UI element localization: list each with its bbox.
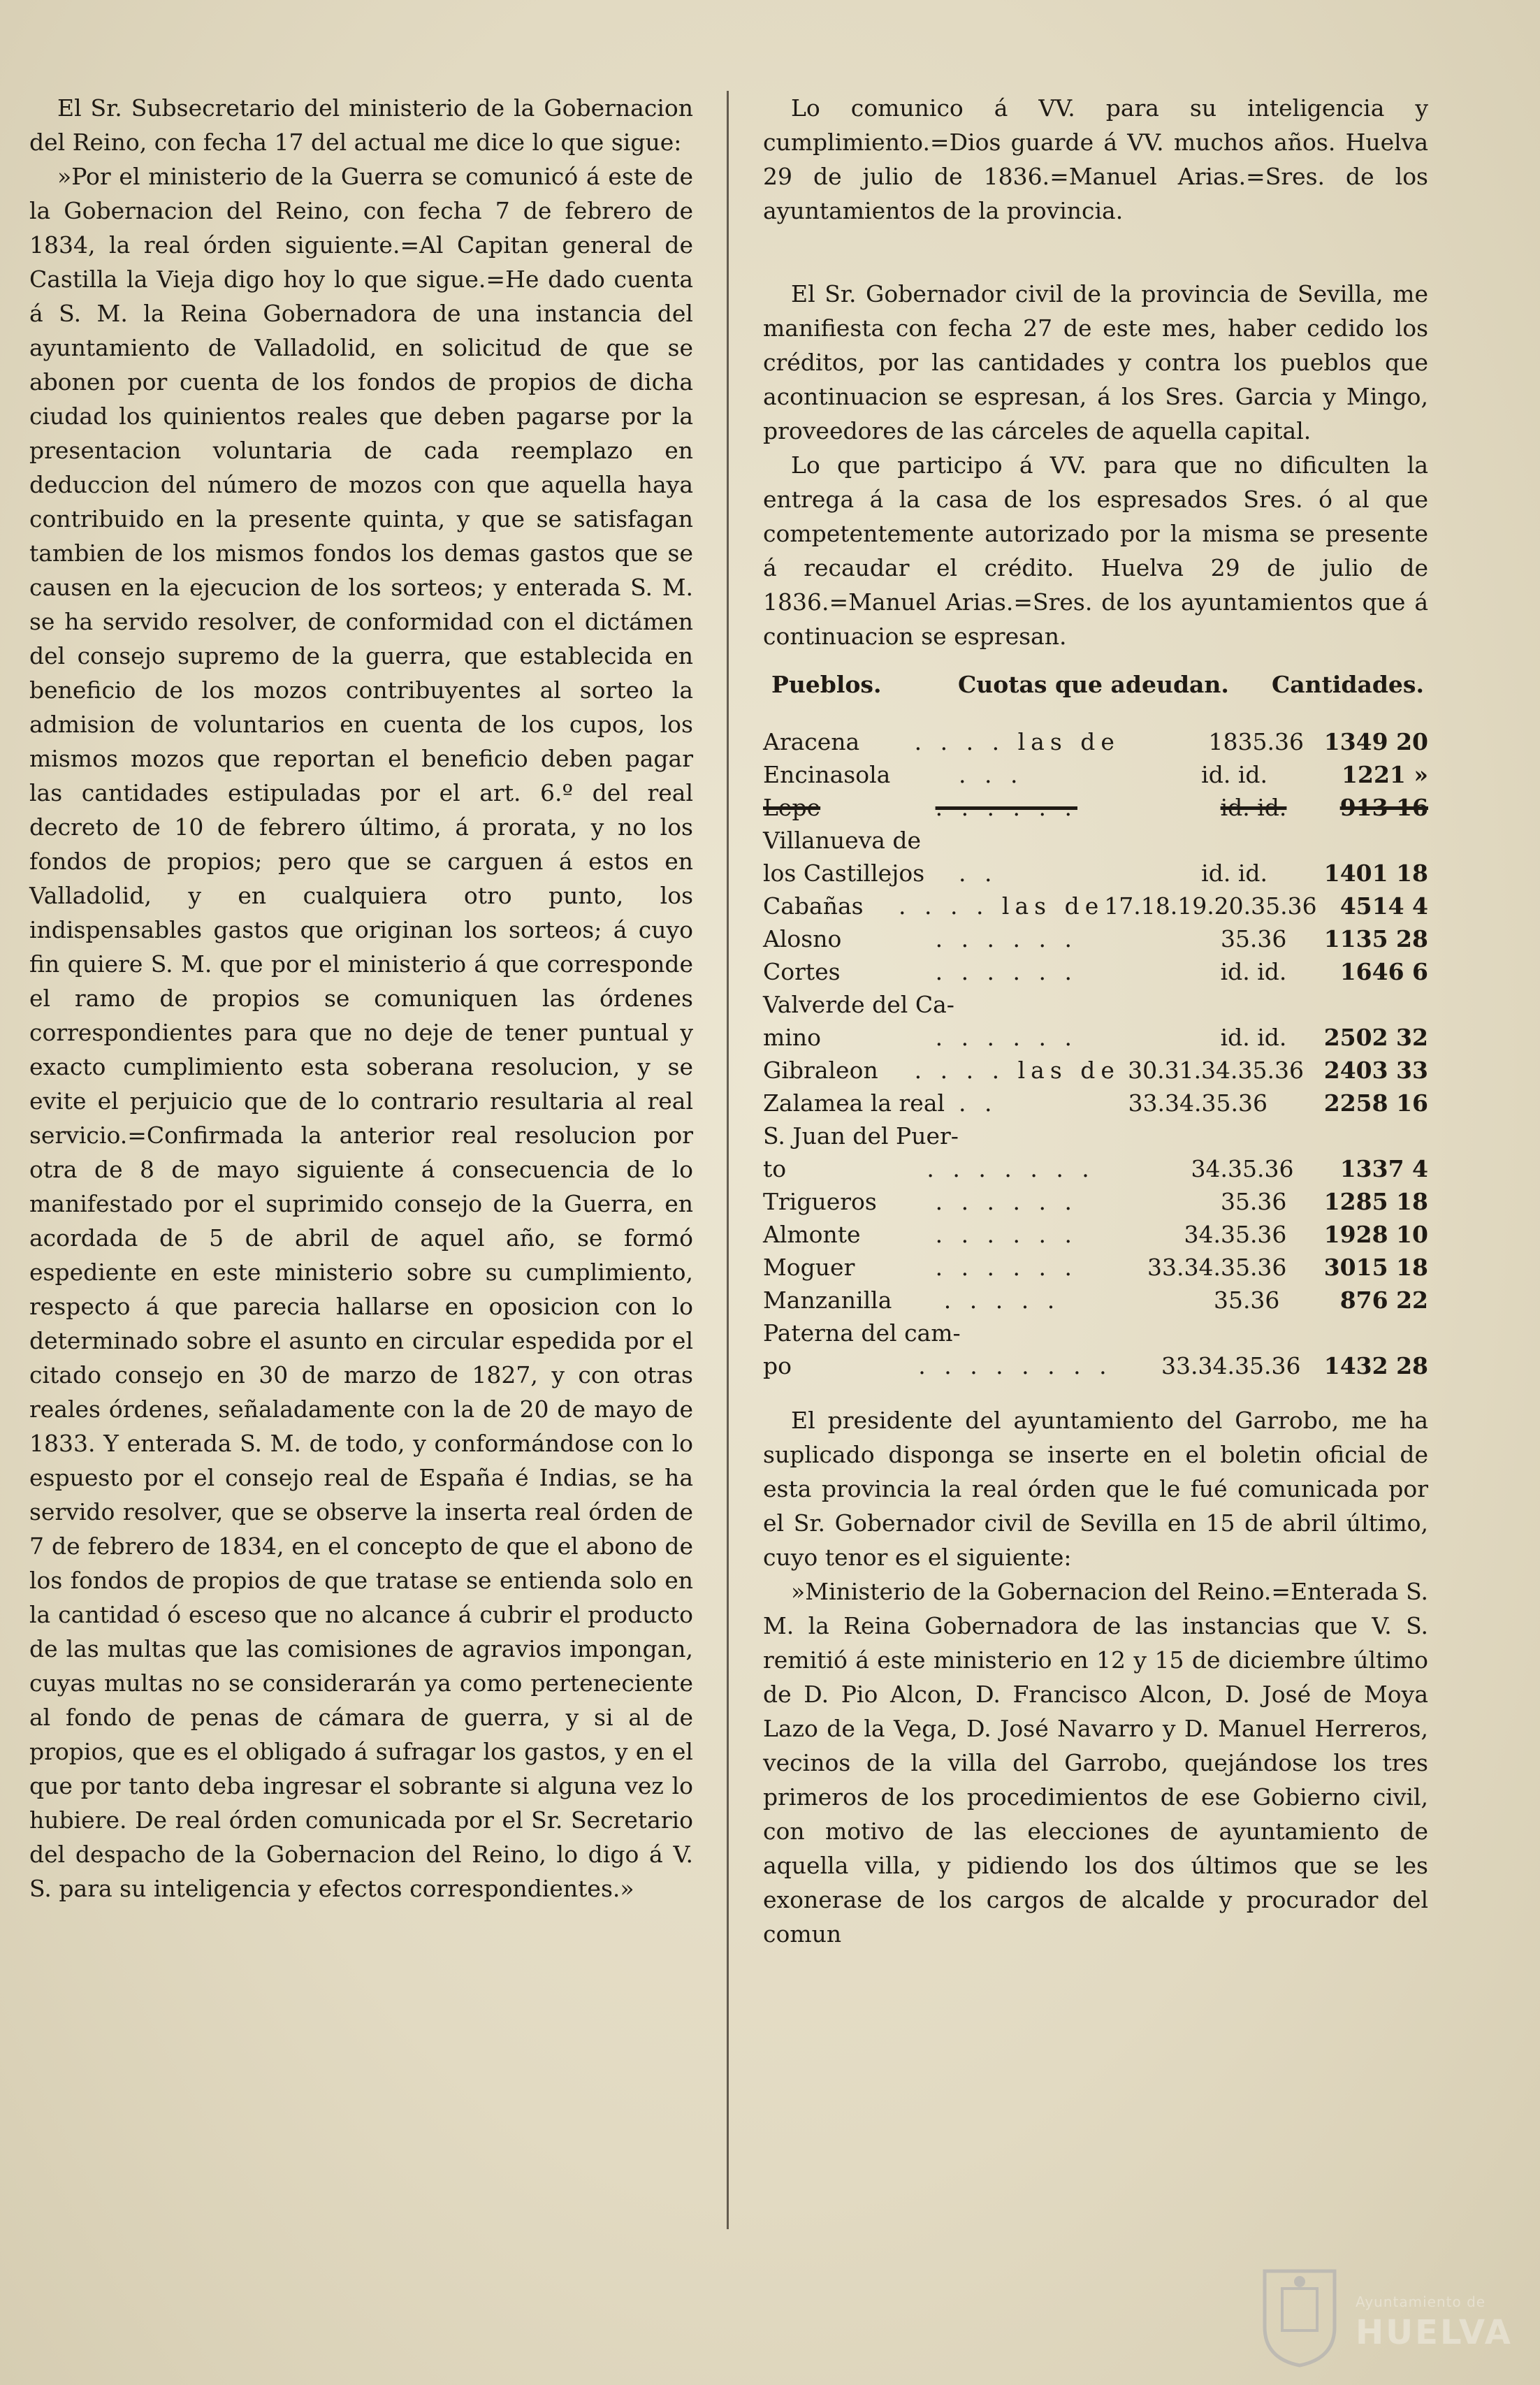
cell-amount: 1349 20 bbox=[1323, 728, 1428, 755]
cell-amount: 1646 6 bbox=[1339, 958, 1428, 985]
cell-dues: id. id. bbox=[1220, 794, 1287, 821]
cell-leader-dots: . . . . . . bbox=[935, 1024, 1077, 1051]
right-paragraph-2: El Sr. Gobernador civil de la provincia de Sevilla, me manifiesta con fecha 27 de este mes, haber cedido los créditos, por las cantidades y contra los pueblos que acontinuacion se espresan, á los Sres. Garcia y Mingo, proveedores de las cárceles de aquella capital. bbox=[763, 280, 1428, 444]
watermark-line-1: Ayuntamiento de bbox=[1356, 2293, 1486, 2310]
cell-dues: 33.34.35.36 bbox=[1128, 1089, 1267, 1117]
table-row bbox=[763, 890, 1428, 922]
cell-leader-dots: . . . . . . bbox=[935, 925, 1077, 952]
cell-leader-dots: . . . . las de bbox=[899, 892, 1105, 920]
cell-dues: 34.35.36 bbox=[1191, 1155, 1294, 1182]
header-dues: Cuotas que adeudan. bbox=[958, 671, 1229, 698]
cell-leader-dots: . . . . . . bbox=[935, 1188, 1077, 1215]
cell-dues: 33.34.35.36 bbox=[1147, 1254, 1287, 1281]
cell-leader-dots: . . . . las de bbox=[914, 728, 1120, 755]
cell-amount: 2502 32 bbox=[1323, 1024, 1428, 1051]
cell-town: Gibraleon bbox=[763, 1057, 878, 1084]
cell-town: Trigueros bbox=[763, 1188, 877, 1215]
cell-amount: 1337 4 bbox=[1339, 1155, 1429, 1182]
right-paragraph-3: Lo que participo á VV. para que no dificulten la entrega á la casa de los espresados Sres. ó al que competentemente autorizado por la misma se presente á recaudar el crédito. Huelva 29 de julio de 1836.=Manuel Arias.=Sres. de los ayuntamientos que á continuacion se espresan. bbox=[763, 451, 1428, 650]
table-row bbox=[763, 1218, 1428, 1251]
cell-town: Zalamea la real bbox=[763, 1089, 945, 1117]
table-row bbox=[763, 955, 1428, 988]
table-row bbox=[763, 1087, 1428, 1119]
cell-town: Almonte bbox=[763, 1221, 861, 1248]
cell-town: Alosno bbox=[763, 925, 842, 952]
cell-amount: 1928 10 bbox=[1323, 1221, 1428, 1248]
cell-dues: 33.34.35.36 bbox=[1161, 1352, 1301, 1379]
cell-amount: 3015 18 bbox=[1323, 1254, 1428, 1281]
cell-amount: 1401 18 bbox=[1323, 860, 1428, 887]
right-paragraph-4: El presidente del ayuntamiento del Garrobo, me ha suplicado disponga se inserte en el boletin oficial de esta provincia la real órden que le fué comunicada por el Sr. Gobernador civil de Sevilla en 15 de abril último, cuyo tenor es el siguiente: bbox=[763, 1407, 1428, 1571]
cell-amount: 2403 33 bbox=[1323, 1057, 1428, 1084]
cell-dues: 35.36 bbox=[1213, 1286, 1280, 1314]
cell-amount: 2258 16 bbox=[1323, 1089, 1428, 1117]
table-row bbox=[763, 824, 1428, 857]
cell-leader-dots: . . . . . . bbox=[935, 958, 1077, 985]
cell-amount: 913 16 bbox=[1339, 794, 1428, 821]
cell-amount: 1221 » bbox=[1342, 761, 1428, 788]
cell-town: S. Juan del Puer- bbox=[763, 1122, 959, 1150]
table-row bbox=[763, 1021, 1428, 1054]
table-row bbox=[763, 1317, 1428, 1349]
watermark-line-2: HUELVA bbox=[1356, 2313, 1513, 2352]
left-paragraph-2: »Por el ministerio de la Guerra se comunicó á este de la Gobernacion del Reino, con fecha 7 de febrero de 1834, la real órden siguiente.=Al Capitan general de Castilla la Vieja digo hoy lo que sigue.=He dado cuenta á S. M. la Reina Gobernadora de una instancia del ayuntamiento de Valladolid, en solicitud de que se abonen por cuenta de los fondos de propios de dicha ciudad los quinientos reales que deben pagarse por la presentacion voluntaria de cada reemplazo en deduccion del número de mozos con que aquella haya contribuido en la presente quinta, y que se satisfagan tambien de los mismos fondos los demas gastos que se causen en la ejecucion de los sorteos; y enterada S. M. se ha servido resolver, de conformidad con el dictámen del consejo supremo de la guerra, que establecida en beneficio de los mozos contribuyentes al sorteo la admision de voluntarios en cuenta de los cupos, los mismos mozos que reportan el beneficio deben pagar las cantidades estipuladas por el art. 6.º del real decreto de 10 de febrero último, á prorata, y no los fondos de propios; pero que se carguen á estos en Valladolid, y en cualquiera otro punto, los indispensables gastos que originan los sorteos; á cuyo fin quiere S. M. que por el ministerio á que corresponde el ramo de propios se comuniquen las órdenes correspondientes para que no deje de tener puntual y exacto cumplimiento esta soberana resolucion, y se evite el perjuicio que de lo contrario resultaria al real servicio.=Confirmada la anterior real resolucion por otra de 8 de mayo siguiente á consecuencia de lo manifestado por el suprimido consejo de la Guerra, en acordada de 5 de abril de aquel año, se formó espediente en este ministerio sobre su cumplimiento, respecto á que parecia hallarse en oposicion con lo determinado sobre el asunto en circular espedida por el citado consejo en 30 de marzo de 1827, y con otras reales órdenes, señaladamente con la de 20 de mayo de 1833. Y enterada S. M. de todo, y conformándose con lo espuesto por el consejo real de España é Indias, se ha servido resolver, que se observe la inserta real órden de 7 de febrero de 1834, en el concepto de que el abono de los fondos de propios de que tratase se entienda solo en la cantidad ó esceso que no alcance á cubrir el producto de las multas que las comisiones de agravios impongan, cuyas multas no se considerarán ya como perteneciente al fondo de penas de cámara de guerra, y si al de propios, que es el obligado á sufragar los gastos, y en el que por tanto deba ingresar el sobrante si alguna vez lo hubiere. De real órden comunicada por el Sr. Secretario del despacho de la Gobernacion del Reino, lo digo á V. S. para su inteligencia y efectos correspondientes.» bbox=[29, 163, 693, 1902]
cell-town: Aracena bbox=[763, 728, 860, 755]
cell-dues: id. id. bbox=[1201, 860, 1267, 887]
table-row bbox=[763, 1251, 1428, 1284]
coat-of-arms-icon bbox=[1258, 2264, 1342, 2369]
cell-amount: 4514 4 bbox=[1339, 892, 1428, 920]
right-paragraph-1: Lo comunico á VV. para su inteligencia y cumplimiento.=Dios guarde á VV. muchos años. Huelva 29 de julio de 1836.=Manuel Arias.=Sres. de los ayuntamientos de la provincia. bbox=[763, 94, 1428, 224]
table-row bbox=[763, 791, 1428, 824]
header-towns: Pueblos. bbox=[771, 671, 882, 698]
cell-leader-dots: . . . . . bbox=[943, 1286, 1061, 1314]
table-row bbox=[763, 922, 1428, 955]
cell-dues: id. id. bbox=[1220, 1024, 1287, 1051]
cell-town: po bbox=[763, 1352, 792, 1379]
left-paragraph-1: El Sr. Subsecretario del ministerio de la Gobernacion del Reino, con fecha 17 del actual me dice lo que sigue: bbox=[29, 94, 693, 156]
cell-town: Cortes bbox=[763, 958, 841, 985]
header-amounts: Cantidades. bbox=[1271, 671, 1424, 698]
cell-leader-dots: . . bbox=[959, 1089, 998, 1117]
cell-amount: 1135 28 bbox=[1323, 925, 1428, 952]
cell-dues: 35.36 bbox=[1220, 925, 1287, 952]
table-row bbox=[763, 857, 1428, 890]
table-row bbox=[763, 1152, 1428, 1185]
cell-town: Valverde del Ca- bbox=[763, 991, 954, 1018]
credits-table-header bbox=[763, 667, 1428, 702]
credits-table bbox=[763, 725, 1428, 1382]
table-row bbox=[763, 725, 1428, 758]
cell-town: Lepe bbox=[763, 794, 821, 821]
cell-leader-dots: . . . . . . . . bbox=[918, 1352, 1112, 1379]
cell-leader-dots: . . . . las de bbox=[914, 1057, 1120, 1084]
ayuntamiento-huelva-watermark bbox=[1258, 2264, 1523, 2369]
cell-town: Paterna del cam- bbox=[763, 1319, 961, 1347]
cell-amount: 1432 28 bbox=[1323, 1352, 1428, 1379]
right-column bbox=[763, 91, 1428, 1951]
cell-town: Moguer bbox=[763, 1254, 855, 1281]
left-column bbox=[29, 91, 693, 1906]
cell-dues: 17.18.19.20.35.36 bbox=[1104, 892, 1317, 920]
cell-amount: 876 22 bbox=[1339, 1286, 1428, 1314]
table-row bbox=[763, 758, 1428, 791]
cell-amount: 1285 18 bbox=[1323, 1188, 1428, 1215]
table-row bbox=[763, 1284, 1428, 1317]
cell-leader-dots: . . bbox=[959, 860, 998, 887]
cell-town: to bbox=[763, 1155, 787, 1182]
cell-town: los Castillejos bbox=[763, 860, 925, 887]
cell-leader-dots: . . . bbox=[959, 761, 1024, 788]
cell-dues: 1835.36 bbox=[1208, 728, 1305, 755]
cell-dues: 34.35.36 bbox=[1184, 1221, 1287, 1248]
cell-dues: 35.36 bbox=[1220, 1188, 1287, 1215]
cell-dues: 30.31.34.35.36 bbox=[1128, 1057, 1305, 1084]
table-row bbox=[763, 1185, 1428, 1218]
cell-leader-dots: . . . . . . bbox=[935, 1254, 1077, 1281]
column-divider bbox=[727, 91, 729, 2229]
cell-town: Manzanilla bbox=[763, 1286, 892, 1314]
cell-town: Cabañas bbox=[763, 892, 864, 920]
table-row bbox=[763, 1054, 1428, 1087]
cell-town: mino bbox=[763, 1024, 821, 1051]
cell-town: Villanueva de bbox=[763, 827, 922, 854]
cell-dues: id. id. bbox=[1201, 761, 1267, 788]
cell-leader-dots: . . . . . . bbox=[935, 794, 1077, 821]
right-paragraph-5: »Ministerio de la Gobernacion del Reino.=Enterada S. M. la Reina Gobernadora de las instancias que V. S. remitió á este ministerio en 12 y 15 de diciembre último de D. Pio Alcon, D. Francisco Alcon, D. José de Moya Lazo de la Vega, D. José Navarro y D. Manuel Herreros, vecinos de la villa del Garrobo, quejándose los tres primeros de los procedimientos de ese Gobierno civil, con motivo de las elecciones de ayuntamiento de aquella villa, y pidiendo los dos últimos que se les exonerase de los cargos de alcalde y procurador del comun bbox=[763, 1578, 1428, 1948]
table-row bbox=[763, 1119, 1428, 1152]
table-row bbox=[763, 988, 1428, 1021]
cell-town: Encinasola bbox=[763, 761, 891, 788]
cell-leader-dots: . . . . . . . bbox=[927, 1155, 1095, 1182]
cell-leader-dots: . . . . . . bbox=[935, 1221, 1077, 1248]
cell-dues: id. id. bbox=[1220, 958, 1287, 985]
table-row bbox=[763, 1349, 1428, 1382]
